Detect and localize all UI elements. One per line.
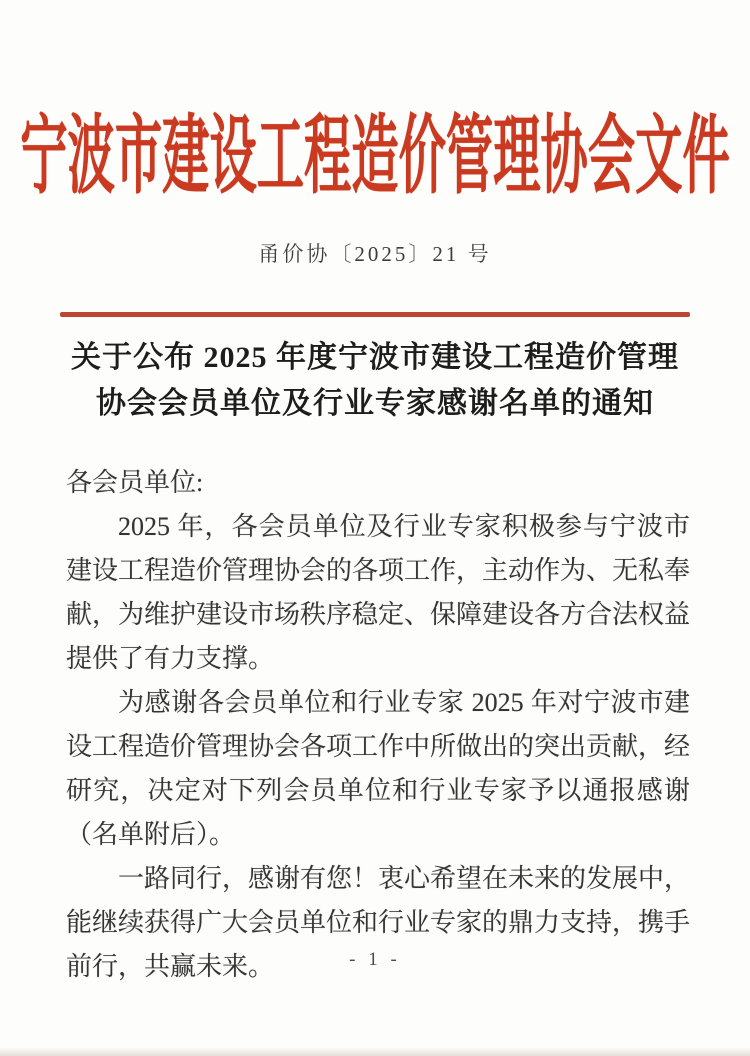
document-title-line1: 关于公布 2025 年度宁波市建设工程造价管理 bbox=[71, 341, 679, 374]
letterhead bbox=[0, 108, 750, 204]
document-number: 甬价协〔2025〕21 号 bbox=[258, 242, 492, 266]
salutation: 各会员单位: bbox=[66, 468, 204, 497]
page-bottom-shadow bbox=[0, 1047, 750, 1056]
document-body bbox=[0, 461, 750, 989]
body-paragraph-2: 为感谢各会员单位和行业专家 2025 年对宁波市建设工程造价管理协会各项工作中所做出的突出贡献，经研究，决定对下列会员单位和行业专家予以通报感谢（名单附后）。 bbox=[66, 688, 691, 849]
letterhead-org-title: 宁波市建设工程造价管理协会文件 bbox=[20, 108, 730, 204]
body-paragraph-1: 2025 年，各会员单位及行业专家积极参与宁波市建设工程造价管理协会的各项工作，主动作为、无私奉献，为维护建设市场秩序稳定、保障建设各方合法权益提供了有力支撑。 bbox=[66, 512, 691, 673]
document-title bbox=[0, 335, 750, 427]
page-number: - 1 - bbox=[349, 949, 401, 970]
red-divider-line bbox=[60, 312, 690, 317]
body-paragraph-3: 一路同行，感谢有您！衷心希望在未来的发展中，能继续获得广大会员单位和行业专家的鼎力支持，携手前行，共赢未来。 bbox=[66, 864, 691, 981]
document-title-line2: 协会会员单位及行业专家感谢名单的通知 bbox=[96, 387, 654, 420]
